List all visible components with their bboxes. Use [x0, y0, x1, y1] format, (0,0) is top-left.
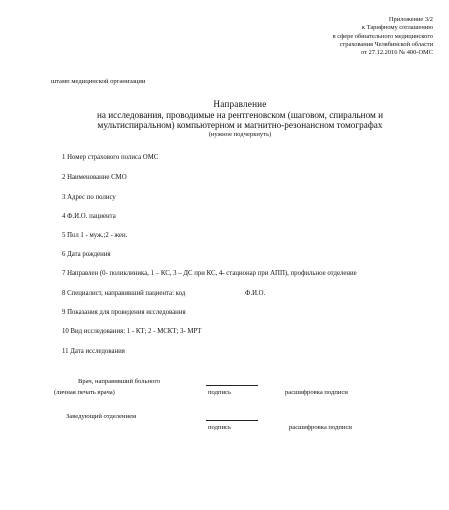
- appendix-line: страхования Челябинской области: [339, 40, 433, 48]
- appendix-line: Приложение 3/2: [388, 16, 433, 23]
- head-signature-caption: подпись: [208, 424, 231, 431]
- appendix-line: от 27.12.2016 № 400-ОМС: [361, 49, 433, 57]
- appendix-block: [283, 16, 433, 57]
- field-smo-name: 2 Наименование СМО: [62, 174, 127, 181]
- doctor-signature-caption: подпись: [208, 389, 231, 396]
- doctor-stamp-label: (личная печать врача): [54, 389, 115, 396]
- underline-note: (нужное подчеркнуть): [208, 130, 272, 138]
- field-sex: 5 Пол 1 - муж.;2 - жен.: [62, 232, 128, 239]
- field-specialist: [62, 290, 266, 297]
- doctor-signature-line: [206, 385, 258, 386]
- document-subtitle-line-1: на исследования, проводимые на рентгеновском (шаговом, спиральном и: [96, 110, 384, 120]
- field-referred-from: 7 Направлен (0- поликлиника, 1 – КС, 3 – ДС при КС, 4- стационар при АПП), профильное отделение: [62, 270, 357, 277]
- appendix-line: к Тарифному соглашению: [361, 24, 433, 32]
- doctor-signature-decode-caption: расшифровка подписи: [285, 389, 348, 396]
- head-signature-line: [206, 420, 258, 421]
- field-specialist-fio: Ф.И.О.: [245, 290, 266, 297]
- document-subtitle-line-2: мультиспиральном) компьютерном и магнитно-резонансном томографах: [97, 120, 383, 131]
- head-signature-decode-caption: расшифровка подписи: [289, 424, 352, 431]
- field-policy-number: 1 Номер страхового полиса ОМС: [62, 154, 159, 161]
- field-study-date: 11 Дата исследования: [62, 348, 125, 355]
- document-heading: [20, 99, 449, 139]
- doctor-signature-label: Врач, направивший больного: [78, 378, 161, 385]
- field-specialist-label: 8 Специалист, направивший пациента: код: [62, 290, 186, 297]
- field-patient-name: 4 Ф.И.О. пациента: [62, 213, 116, 220]
- appendix-line: в сфере обязательного медицинского: [332, 32, 433, 40]
- field-study-type: 10 Вид исследования: 1 - КТ; 2 - МСКТ; 3- МРТ: [62, 328, 202, 335]
- stamp-label: штамп медицинской организации: [51, 78, 146, 85]
- field-address: 3 Адрес по полису: [62, 194, 116, 201]
- field-indications: 9 Показания для проведения исследования: [62, 309, 186, 316]
- field-birth-date: 6 Дата рождения: [62, 251, 111, 258]
- head-of-department-label: Заведующий отделением: [66, 413, 137, 420]
- document-title: Направление: [213, 99, 267, 109]
